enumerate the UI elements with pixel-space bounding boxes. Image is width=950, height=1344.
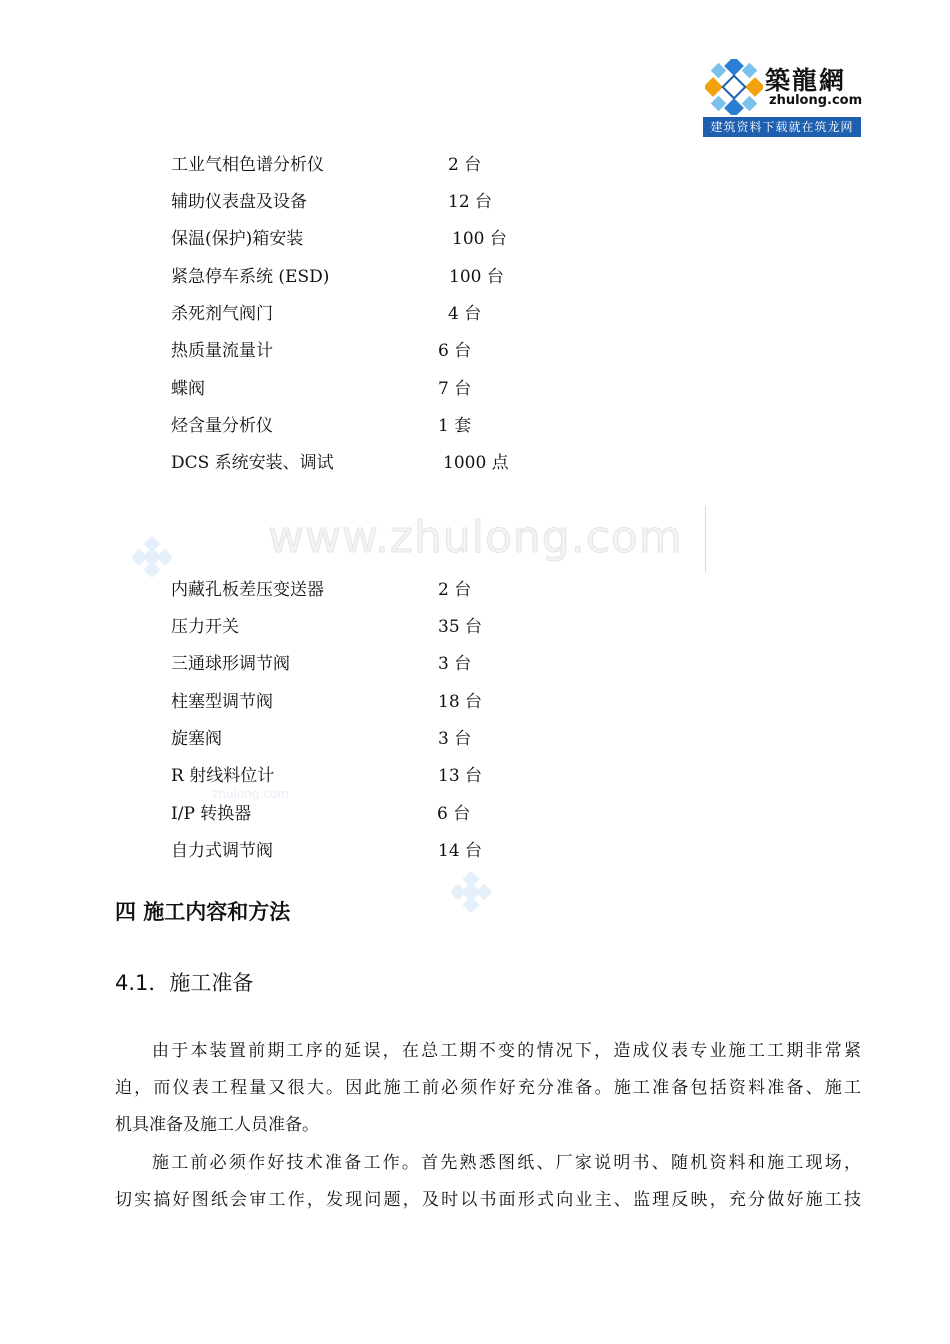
item-name: R 射线料位计	[171, 766, 275, 786]
logo-snowflake-icon	[705, 59, 763, 115]
item-qty: 6 台	[438, 341, 472, 361]
zhulong-logo	[703, 57, 861, 137]
watermark	[268, 506, 708, 572]
paragraph	[115, 1033, 861, 1144]
item-name: 紧急停车系统 (ESD)	[171, 267, 330, 287]
item-name: I/P 转换器	[171, 804, 252, 824]
item-qty: 100 台	[452, 229, 507, 249]
paragraph-line: 施工前必须作好技术准备工作。首先熟悉图纸、厂家说明书、随机资料和施工现场，	[152, 1153, 861, 1173]
item-qty: 100 台	[449, 267, 504, 287]
watermark-divider	[705, 506, 706, 572]
logo-name: 築龍網	[765, 66, 847, 95]
paragraph-line: 切实搞好图纸会审工作，发现问题，及时以书面形式向业主、监理反映，充分做好施工技	[115, 1190, 861, 1210]
item-qty: 6 台	[437, 804, 471, 824]
item-name: 压力开关	[171, 617, 239, 637]
item-qty: 1000 点	[443, 453, 509, 473]
paragraph-line: 机具准备及施工人员准备。	[115, 1115, 319, 1135]
item-qty: 2 台	[438, 580, 472, 600]
paragraph-line: 迫，而仪表工程量又很大。因此施工前必须作好充分准备。施工准备包括资料准备、施工	[115, 1078, 861, 1098]
logo-top	[703, 57, 861, 117]
item-name: DCS 系统安装、调试	[171, 453, 334, 473]
item-qty: 4 台	[448, 304, 482, 324]
subsection-heading: 4.1．施工准备	[115, 971, 254, 995]
item-qty: 14 台	[438, 841, 483, 861]
item-name: 自力式调节阀	[171, 841, 273, 861]
item-name: 保温(保护)箱安装	[171, 229, 304, 249]
item-qty: 3 台	[438, 654, 472, 674]
snowflake-watermark-icon	[132, 537, 172, 577]
logo-slogan: 建筑资料下载就在筑龙网	[703, 117, 861, 137]
item-name: 内藏孔板差压变送器	[171, 580, 324, 600]
watermark-text: www.zhulong.com	[268, 512, 683, 563]
item-name: 辅助仪表盘及设备	[171, 192, 307, 212]
item-qty: 7 台	[438, 379, 472, 399]
paragraph	[115, 1145, 861, 1219]
paragraph-line: 由于本装置前期工序的延误，在总工期不变的情况下，造成仪表专业施工工期非常紧	[152, 1041, 861, 1061]
snowflake-watermark-icon	[451, 872, 491, 912]
item-qty: 18 台	[438, 692, 483, 712]
item-qty: 35 台	[438, 617, 483, 637]
item-name: 工业气相色谱分析仪	[171, 155, 324, 175]
watermark-small-text: zhulong.com	[212, 787, 289, 801]
item-name: 三通球形调节阀	[171, 654, 290, 674]
item-qty: 2 台	[448, 155, 482, 175]
item-qty: 13 台	[438, 766, 483, 786]
item-name: 柱塞型调节阀	[171, 692, 273, 712]
item-qty: 12 台	[448, 192, 493, 212]
logo-domain: zhulong.com	[769, 93, 863, 108]
item-name: 烃含量分析仪	[171, 416, 273, 436]
item-qty: 1 套	[438, 416, 472, 436]
item-name: 热质量流量计	[171, 341, 273, 361]
item-name: 蝶阀	[171, 379, 205, 399]
item-qty: 3 台	[438, 729, 472, 749]
item-name: 杀死剂气阀门	[171, 304, 273, 324]
item-name: 旋塞阀	[171, 729, 222, 749]
section-heading: 四 施工内容和方法	[115, 900, 291, 924]
